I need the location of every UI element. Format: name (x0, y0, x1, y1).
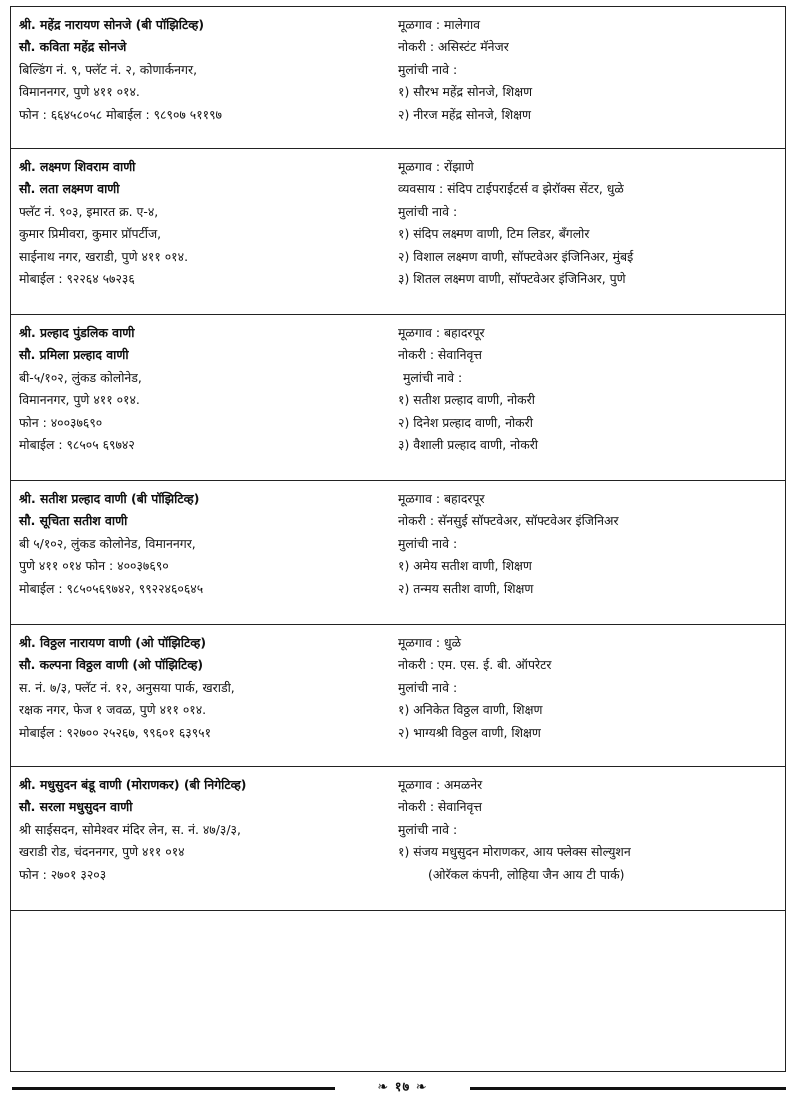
children-heading: मुलांची नावे : (398, 535, 458, 551)
contact-line: फोन : २७०१ ३२०३ (19, 866, 107, 882)
page-frame (10, 6, 786, 1072)
head-name: श्री. मधुसुदन बंडू वाणी (मोराणकर) (बी निगेटिव्ह) (19, 777, 247, 792)
children-heading: मुलांची नावे : (403, 369, 463, 385)
spouse-name: सौ. कविता महेंद्र सोनजे (19, 39, 127, 55)
blank-area (11, 911, 785, 1071)
footer-rule-left (12, 1087, 335, 1090)
child-item: २) दिनेश प्रल्हाद वाणी, नोकरी (398, 414, 533, 430)
family-entry (11, 315, 785, 481)
address-line: बी-५/१०२, लुंकड कोलोनेड, (19, 369, 142, 385)
entry-right-column (398, 488, 783, 600)
child-item: १) संजय मधुसुदन मोराणकर, आय फ्लेक्स सोल्युशन (398, 844, 631, 860)
entry-left-column (19, 322, 399, 456)
footer-rule-right (470, 1087, 786, 1090)
page-footer (0, 1076, 798, 1100)
family-entry (11, 767, 785, 911)
occupation: नोकरी : सेवानिवृत्त (398, 799, 482, 815)
address-line: श्री साईसदन, सोमेश्वर मंदिर लेन, स. नं. ४७/३/३, (19, 821, 241, 837)
contact-line: फोन : ४००३७६९० (19, 414, 103, 430)
entry-left-column (19, 632, 399, 744)
child-item: २) तन्मय सतीश वाणी, शिक्षण (398, 580, 534, 596)
native-place: मूळगाव : बहादरपूर (398, 491, 485, 506)
spouse-name: सौ. सरला मधुसुदन वाणी (19, 799, 133, 815)
native-place: मूळगाव : बहादरपूर (398, 325, 485, 340)
occupation: नोकरी : सॅनसुई सॉफ्टवेअर, सॉफ्टवेअर इंजिनिअर (398, 513, 619, 529)
contact-line: मोबाईल : ९८५०५ ६९७४२ (19, 436, 135, 452)
child-item: १) संदिप लक्ष्मण वाणी, टिम लिडर, बँगलोर (398, 226, 590, 242)
occupation: नोकरी : असिस्टंट मॅनेजर (398, 39, 509, 55)
head-name: श्री. सतीश प्रल्हाद वाणी (बी पॉझिटिव्ह) (19, 491, 200, 506)
entry-right-column (398, 632, 783, 744)
occupation: व्यवसाय : संदिप टाईपराईटर्स व झेरॉक्स सेंटर, धुळे (398, 181, 624, 197)
spouse-name: सौ. सूचिता सतीश वाणी (19, 513, 128, 529)
children-heading: मुलांची नावे : (398, 203, 458, 219)
native-place: मूळगाव : मालेगाव (398, 17, 481, 32)
address-line: फ्लॅट नं. ९०३, इमारत क्र. ए-४, (19, 203, 159, 219)
child-item: २) नीरज महेंद्र सोनजे, शिक्षण (398, 106, 532, 122)
child-item: ३) शितल लक्ष्मण वाणी, सॉफ्टवेअर इंजिनिअर, पुणे (398, 270, 626, 286)
entry-left-column (19, 488, 399, 600)
child-item: २) भाग्यश्री विठ्ठल वाणी, शिक्षण (398, 724, 541, 740)
address-line: कुमार प्रिमीवरा, कुमार प्रॉपर्टीज, (19, 226, 162, 242)
children-heading: मुलांची नावे : (398, 61, 458, 77)
spouse-name: सौ. लता लक्ष्मण वाणी (19, 181, 120, 197)
head-name: श्री. लक्ष्मण शिवराम वाणी (19, 159, 136, 174)
address-line: साईनाथ नगर, खराडी, पुणे ४११ ०१४. (19, 248, 189, 264)
entry-right-column (398, 774, 783, 886)
entry-left-column (19, 14, 399, 126)
occupation: नोकरी : सेवानिवृत्त (398, 347, 482, 363)
entry-right-column (398, 156, 783, 290)
family-entry (11, 481, 785, 625)
entry-left-column (19, 774, 399, 886)
address-line: पुणे ४११ ०१४ फोन : ४००३७६९० (19, 558, 169, 574)
address-line: स. नं. ७/३, फ्लॅट नं. १२, अनुसया पार्क, खराडी, (19, 679, 235, 695)
native-place: मूळगाव : रोंझाणे (398, 159, 474, 174)
head-name: श्री. महेंद्र नारायण सोनजे (बी पॉझिटिव्ह) (19, 17, 205, 32)
occupation: नोकरी : एम. एस. ई. बी. ऑपरेटर (398, 657, 552, 673)
address-line: विमाननगर, पुणे ४११ ०१४. (19, 392, 140, 408)
address-line: विमाननगर, पुणे ४११ ०१४. (19, 84, 140, 100)
children-heading: मुलांची नावे : (398, 679, 458, 695)
address-line: रक्षक नगर, फेज १ जवळ, पुणे ४११ ०१४. (19, 702, 207, 718)
spouse-name: सौ. कल्पना विठ्ठल वाणी (ओ पॉझिटिव्ह) (19, 657, 204, 673)
family-entry (11, 7, 785, 149)
page-number: ❧ १७ ❧ (377, 1080, 428, 1095)
spouse-name: सौ. प्रमिला प्रल्हाद वाणी (19, 347, 129, 363)
address-line: बी ५/१०२, लुंकड कोलोनेड, विमाननगर, (19, 535, 196, 551)
child-item: १) सौरभ महेंद्र सोनजे, शिक्षण (398, 84, 533, 100)
family-entry (11, 625, 785, 767)
children-heading: मुलांची नावे : (398, 821, 458, 837)
child-item: १) अनिकेत विठ्ठल वाणी, शिक्षण (398, 702, 543, 718)
native-place: मूळगाव : धुळे (398, 635, 461, 650)
address-line: बिल्डिंग नं. ९, फ्लॅट नं. २, कोणार्कनगर, (19, 61, 198, 77)
address-line: खराडी रोड, चंदननगर, पुणे ४११ ०१४ (19, 844, 185, 860)
child-item: ३) वैशाली प्रल्हाद वाणी, नोकरी (398, 436, 539, 452)
contact-line: मोबाईल : ९२७०० २५२६७, ९९६०१ ६३९५१ (19, 724, 212, 740)
child-item: २) विशाल लक्ष्मण वाणी, सॉफ्टवेअर इंजिनिअर, मुंबई (398, 248, 634, 264)
child-item: १) अमेय सतीश वाणी, शिक्षण (398, 558, 532, 574)
contact-line: फोन : ६६४५८०५८ मोबाईल : ९८९०७ ५११९७ (19, 106, 222, 122)
entry-right-column (398, 322, 783, 456)
family-entry (11, 149, 785, 315)
entry-left-column (19, 156, 399, 290)
head-name: श्री. विठ्ठल नारायण वाणी (ओ पॉझिटिव्ह) (19, 635, 207, 650)
contact-line: मोबाईल : ९२२६४ ५७२३६ (19, 270, 135, 286)
child-item-continuation: (ओरॅकल कंपनी, लोहिया जैन आय टी पार्क) (428, 866, 625, 882)
contact-line: मोबाईल : ९८५०५६९७४२, ९९२२४६०६४५ (19, 580, 204, 596)
native-place: मूळगाव : अमळनेर (398, 777, 483, 792)
entry-right-column (398, 14, 783, 126)
head-name: श्री. प्रल्हाद पुंडलिक वाणी (19, 325, 135, 340)
child-item: १) सतीश प्रल्हाद वाणी, नोकरी (398, 392, 535, 408)
